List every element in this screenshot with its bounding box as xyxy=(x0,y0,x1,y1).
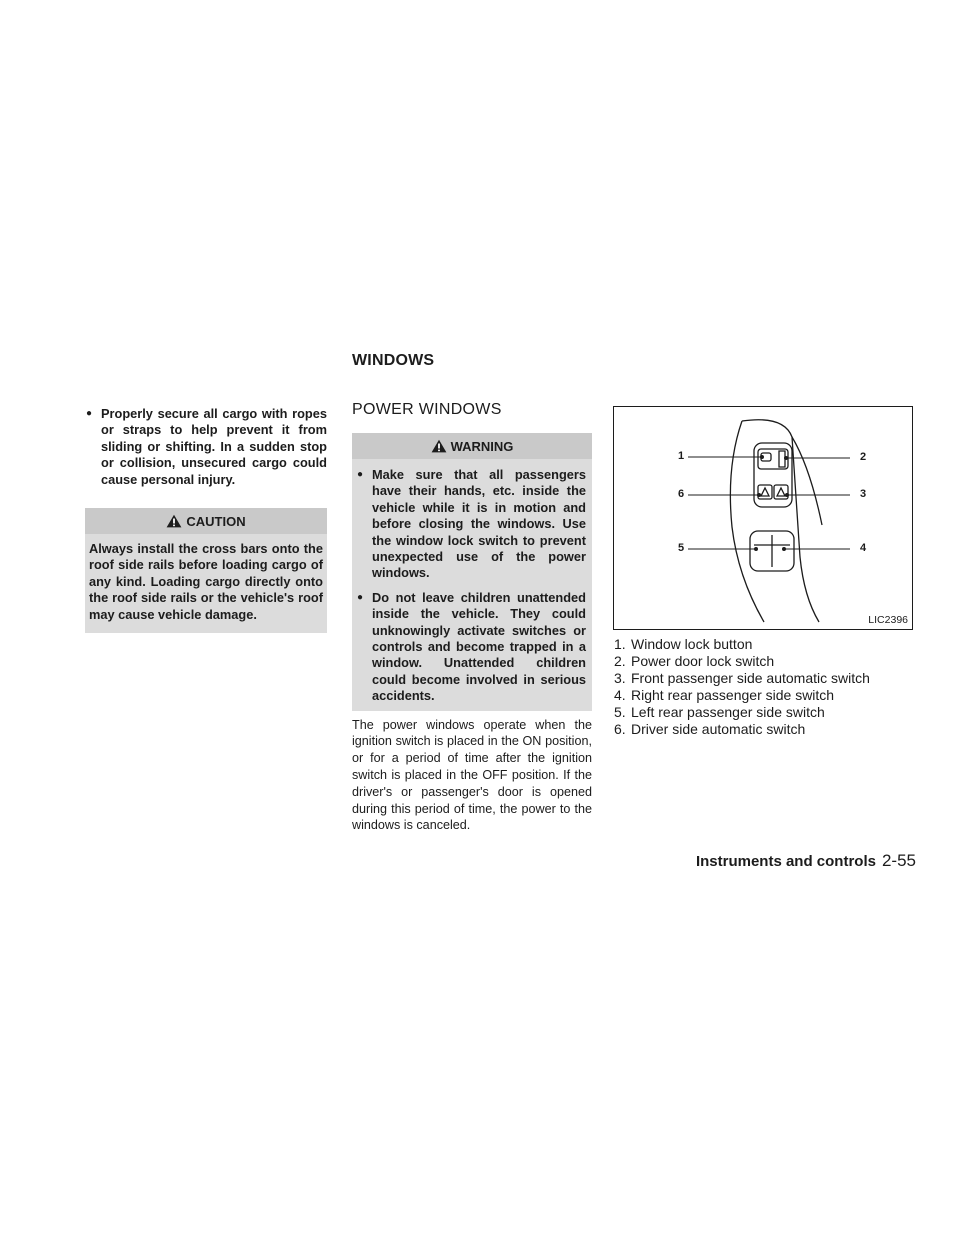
legend-item: 6. Driver side automatic switch xyxy=(614,721,806,737)
warning-item: ● Make sure that all passengers have their hands, etc. inside the vehicle while it is in motion and before closing the windows. Use the window lock switch to prevent unexpected use of the power windows. xyxy=(356,467,586,582)
legend-item: 2. Power door lock switch xyxy=(614,653,775,669)
left-column xyxy=(85,406,327,633)
callout-6: 6 xyxy=(678,488,685,500)
power-windows-heading: POWER WINDOWS xyxy=(352,401,502,418)
warning-heading: WARNING xyxy=(450,438,514,454)
caution-box xyxy=(85,508,327,633)
warning-item: ● Do not leave children unattended inside the vehicle. They could unknowingly activate switches or controls and become trapped in a window. Unattended children could become involved in serious accidents. xyxy=(356,590,586,705)
caution-heading: CAUTION xyxy=(186,513,246,529)
window-switch-illustration xyxy=(614,407,912,629)
caution-body: Always install the cross bars onto the roof side rails before loading cargo of any kind. Loading cargo directly onto the roof side rails or the vehicle's roof may cause vehicle damage. xyxy=(89,541,323,622)
figure-legend xyxy=(614,636,914,738)
callout-3: 3 xyxy=(860,488,867,500)
callout-5: 5 xyxy=(678,542,685,554)
window-switch-figure xyxy=(613,406,913,630)
figure-code: LIC2396 xyxy=(868,614,908,626)
page-number: 2-55 xyxy=(881,851,916,870)
legend-item: 5. Left rear passenger side switch xyxy=(614,704,825,720)
warning-header xyxy=(352,433,592,459)
caution-header xyxy=(85,508,327,534)
footer-section-title: Instruments and controls xyxy=(695,853,876,870)
page-footer xyxy=(620,851,916,871)
callout-1: 1 xyxy=(678,450,685,462)
warning-triangle-icon xyxy=(166,514,182,528)
legend-item: 1. Window lock button xyxy=(614,636,753,652)
warning-box xyxy=(352,433,592,711)
callout-4: 4 xyxy=(860,542,867,554)
legend-item: 4. Right rear passenger side switch xyxy=(614,687,835,703)
warning-triangle-icon xyxy=(431,439,447,453)
power-windows-body: The power windows operate when the ignition switch is placed in the ON position, or for a period of time after the ignition switch is placed in the OFF position. If the driver's or passenger's door is opened during this period of time, the power to the windows is canceled. xyxy=(352,717,592,833)
power-windows-section xyxy=(352,401,592,834)
warning-list xyxy=(352,459,592,711)
cargo-bullet: ● Properly secure all cargo with ropes or straps to help prevent it from sliding or shifting. In a sudden stop or collision, unsecured cargo could cause personal injury. xyxy=(85,406,327,488)
legend-item: 3. Front passenger side automatic switch xyxy=(614,670,870,686)
section-heading: WINDOWS xyxy=(352,352,435,369)
callout-2: 2 xyxy=(860,451,867,463)
